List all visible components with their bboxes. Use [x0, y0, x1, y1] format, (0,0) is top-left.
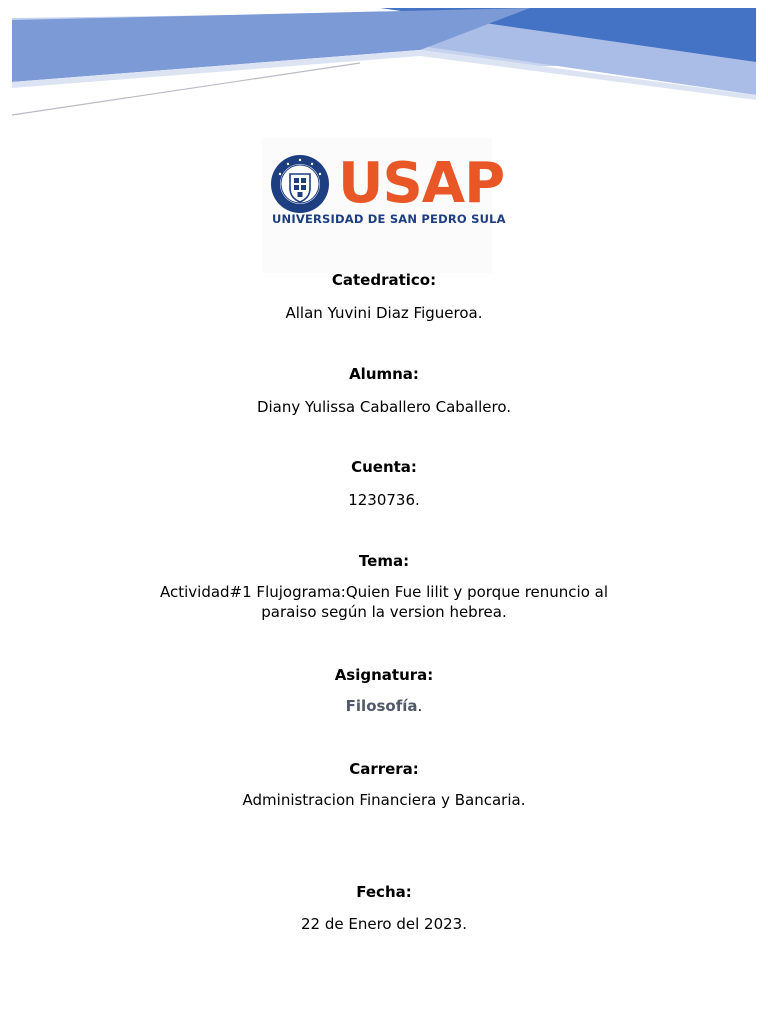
logo-university-name: UNIVERSIDAD DE SAN PEDRO SULA [272, 212, 506, 226]
university-seal-icon [270, 154, 330, 214]
asignatura-value [0, 696, 768, 716]
tema-label: Tema: [358, 552, 410, 570]
fecha-label: Fecha: [356, 883, 412, 901]
asignatura-suffix: . [417, 697, 423, 715]
tema-value [0, 582, 768, 622]
header-banner [0, 0, 768, 125]
catedratico-label: Catedratico: [331, 271, 437, 289]
usap-logo [262, 138, 506, 273]
cuenta-value: 1230736. [348, 491, 420, 509]
carrera-value: Administracion Financiera y Bancaria. [242, 791, 526, 809]
asignatura-subject: Filosofía [345, 697, 418, 715]
logo-wordmark: USAP [338, 151, 505, 216]
alumna-value: Diany Yulissa Caballero Caballero. [256, 398, 512, 416]
alumna-label: Alumna: [349, 365, 419, 383]
cuenta-label: Cuenta: [351, 458, 417, 476]
tema-value-line-1: Actividad#1 Flujograma:Quien Fue lilit y porque renuncio al [159, 583, 609, 601]
asignatura-label: Asignatura: [334, 666, 434, 684]
tema-value-line-2: paraiso según la version hebrea. [261, 603, 507, 621]
catedratico-value: Allan Yuvini Diaz Figueroa. [285, 304, 483, 322]
fecha-value: 22 de Enero del 2023. [301, 915, 467, 933]
carrera-label: Carrera: [349, 760, 419, 778]
